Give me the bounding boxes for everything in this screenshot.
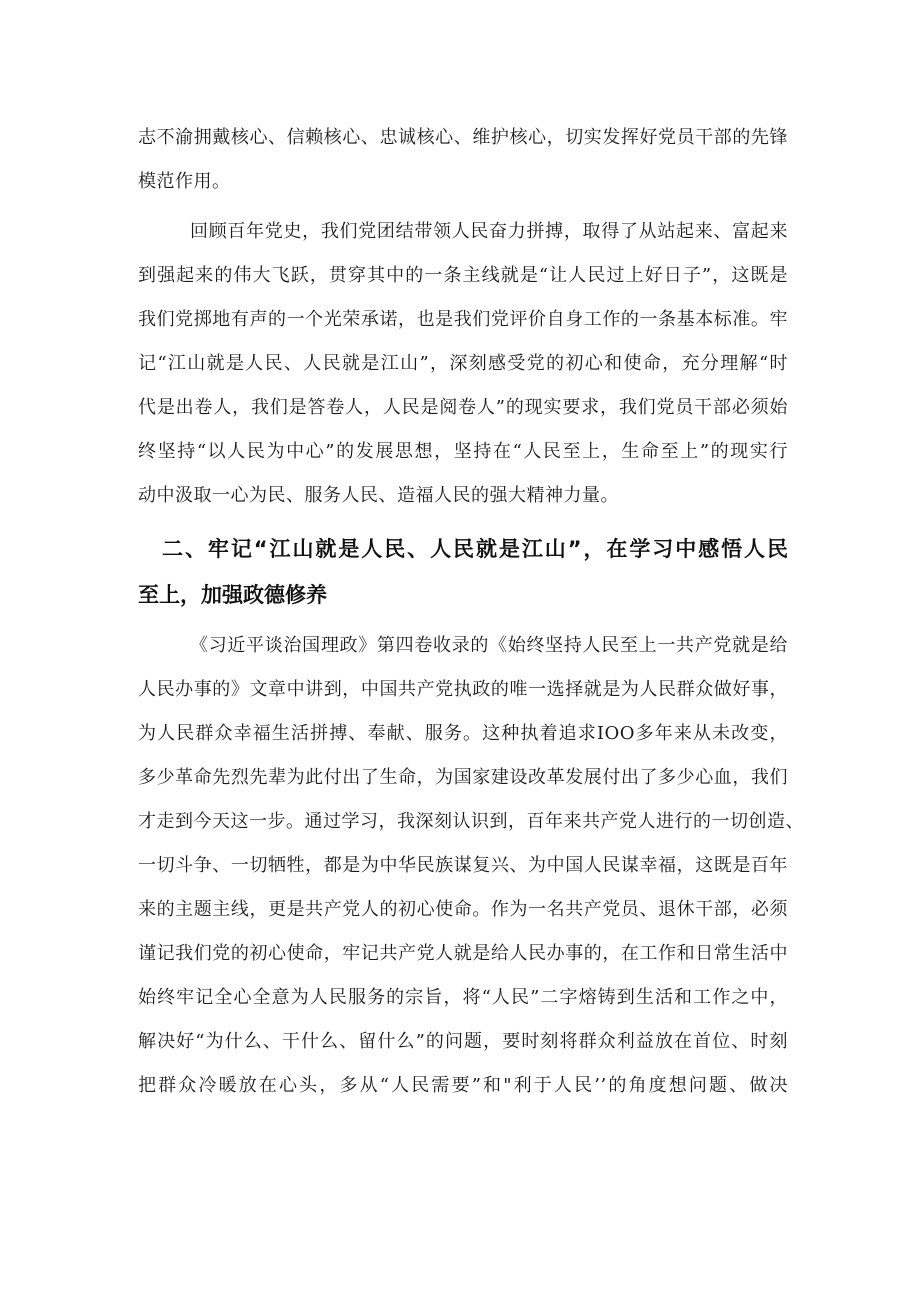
paragraph-review-history — [138, 210, 788, 518]
text-line: 记“江山就是人民、人民就是江山”，深刻感受党的初心和使命，充分理解“时 — [138, 353, 788, 374]
section-heading — [138, 526, 788, 618]
text-line: 《习近平谈治国理政》第四卷收录的《始终坚持人民至上一共产党就是给 — [190, 635, 788, 656]
paragraph-continuation — [138, 116, 788, 204]
text-line: 多少革命先烈先辈为此付出了生命，为国家建设改革发展付出了多少心血，我们 — [138, 767, 788, 788]
text-line: 我们党掷地有声的一个光荣承诺，也是我们党评价自身工作的一条基本标准。牢 — [138, 309, 788, 330]
text-line: 终坚持“以人民为中心”的发展思想，坚持在“人民至上，生命至上”的现实行 — [138, 441, 788, 462]
text-line: 解决好“为什么、干什么、留什么”的问题，要时刻将群众利益放在首位、时刻 — [138, 1031, 788, 1052]
text-line: 来的主题主线，更是共产党人的初心使命。作为一名共产党员、退休干部，必须 — [138, 899, 788, 920]
text-line: 谨记我们党的初心使命，牢记共产党人就是给人民办事的，在工作和日常生活中 — [138, 943, 788, 964]
text-line: 始终牢记全心全意为人民服务的宗旨，将“人民”二字熔铸到生活和工作之中， — [138, 987, 788, 1008]
text-line: 代是出卷人，我们是答卷人，人民是阅卷人”的现实要求，我们党员干部必须始 — [138, 397, 788, 418]
text-line: 回顾百年党史，我们党团结带领人民奋力拼搏，取得了从站起来、富起来 — [190, 221, 788, 242]
text-line: 一切斗争、一切牺牲，都是为中华民族谋复兴、为中国人民谋幸福，这既是百年 — [138, 855, 788, 876]
text-line: 为人民群众幸福生活拼搏、奉献、服务。这种执着追求IOO多年来从未改变， — [138, 723, 788, 744]
heading-line: 至上，加强政德修养 — [138, 583, 327, 607]
text-line: 人民办事的》文章中讲到，中国共产党执政的唯一选择就是为人民群众做好事， — [138, 679, 788, 700]
text-line: 模范作用。 — [138, 171, 231, 192]
text-line: 志不渝拥戴核心、信赖核心、忠诚核心、维护核心，切实发挥好党员干部的先锋 — [138, 127, 788, 148]
text-line: 到强起来的伟大飞跃，贯穿其中的一条主线就是“让人民过上好日子”，这既是 — [138, 265, 788, 286]
text-line: 动中汲取一心为民、服务人民、造福人民的强大精神力量。 — [138, 485, 619, 506]
heading-line: 二、牢记“江山就是人民、人民就是江山”，在学习中感悟人民 — [162, 537, 788, 561]
paragraph-body — [138, 624, 804, 1108]
document-page — [138, 116, 804, 1108]
text-line: 才走到今天这一步。通过学习，我深刻认识到，百年来共产党人进行的一切创造、 — [138, 811, 804, 832]
text-line: 把群众冷暖放在心头，多从“人民需要”和"利于人民’’的角度想问题、做决 — [138, 1075, 788, 1096]
